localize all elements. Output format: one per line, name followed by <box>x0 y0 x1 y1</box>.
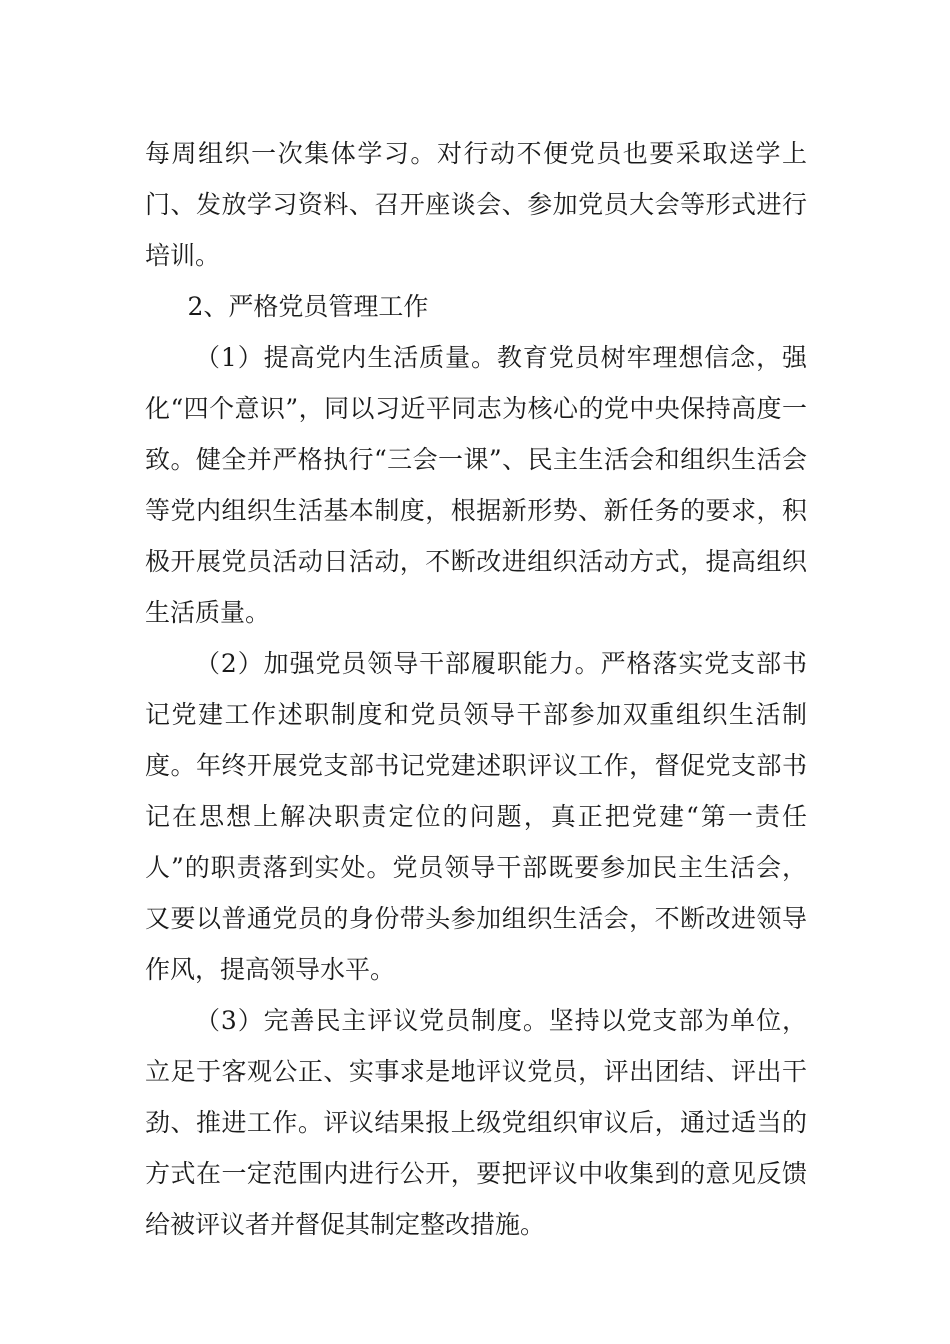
document-body <box>145 128 807 1250</box>
paragraph-improve-party-life-quality: （1）提高党内生活质量。教育党员树牢理想信念，强化“四个意识”，同以习近平同志为核心的党中央保持高度一致。健全并严格执行“三会一课”、民主生活会和组织生活会等党内组织生活基本制度，根据新形势、新任务的要求，积极开展党员活动日活动，不断改进组织活动方式，提高组织生活质量。 <box>145 343 807 627</box>
section-heading-party-member-management: 2、严格党员管理工作 <box>187 292 429 321</box>
paragraph-strengthen-leader-performance: （2）加强党员领导干部履职能力。严格落实党支部书记党建工作述职制度和党员领导干部参加双重组织生活制度。年终开展党支部书记党建述职评议工作，督促党支部书记在思想上解决职责定位的问题，真正把党建“第一责任人”的职责落到实处。党员领导干部既要参加民主生活会，又要以普通党员的身份带头参加组织生活会，不断改进领导作风，提高领导水平。 <box>145 649 807 984</box>
paragraph-democratic-evaluation: （3）完善民主评议党员制度。坚持以党支部为单位，立足于客观公正、实事求是地评议党员，评出团结、评出干劲、推进工作。评议结果报上级党组织审议后，通过适当的方式在一定范围内进行公开，要把评议中收集到的意见反馈给被评议者并督促其制定整改措施。 <box>145 1006 807 1239</box>
paragraph-continuation: 每周组织一次集体学习。对行动不便党员也要采取送学上门、发放学习资料、召开座谈会、参加党员大会等形式进行培训。 <box>145 139 807 270</box>
